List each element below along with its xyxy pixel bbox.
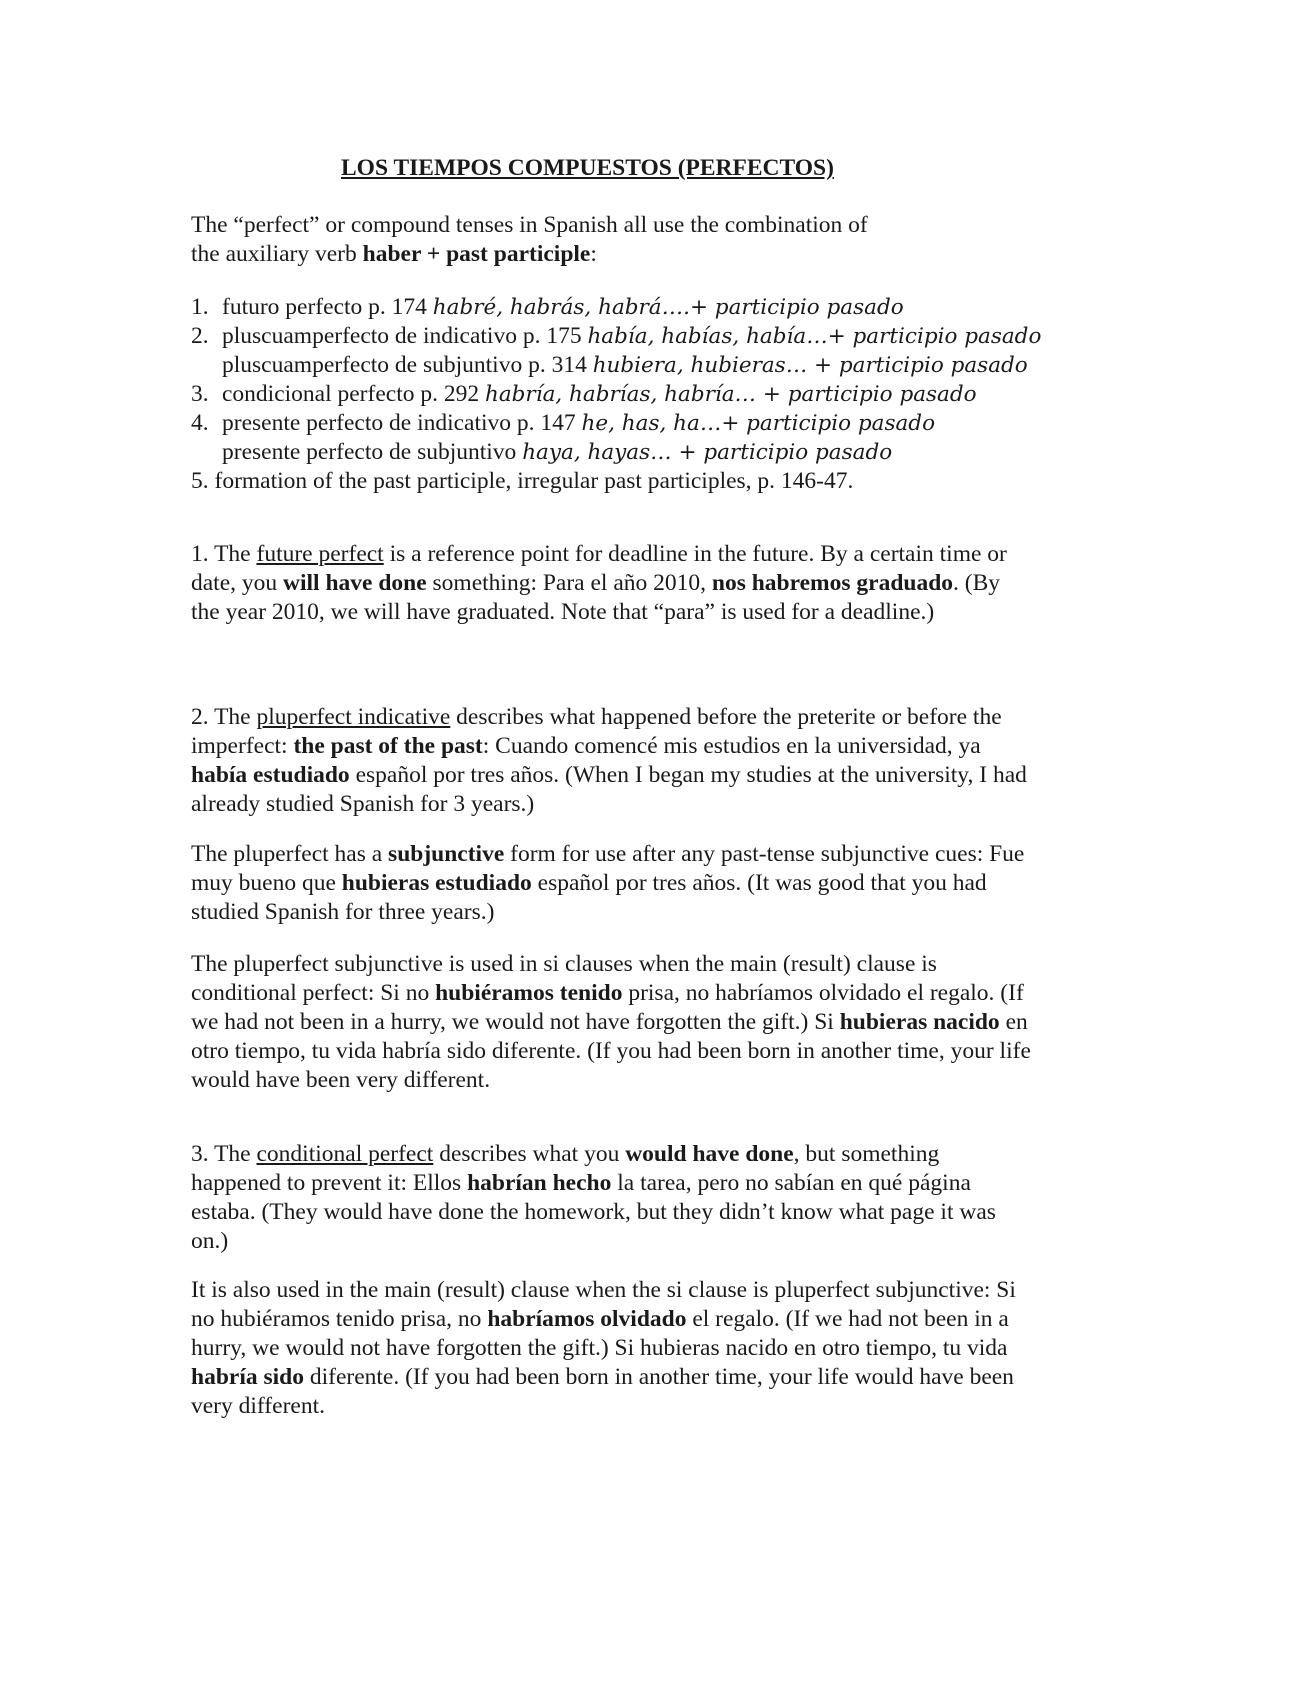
page-title: LOS TIEMPOS COMPUESTOS (PERFECTOS) bbox=[341, 155, 834, 181]
list-item: pluscuamperfecto de subjuntivo p. 314 hubiera, hubieras… + participio pasado bbox=[222, 352, 1028, 378]
section-conditional-perfect: 3. The conditional perfect describes what you would have done, but something happened to prevent it: Ellos habrían hecho la tarea, pero no sabían en qué página estaba. (They would have done the homework, but they didn’t know what page it was on.) bbox=[191, 1141, 996, 1254]
list-item: 4. presente perfecto de indicativo p. 147 he, has, ha…+ participio pasado bbox=[191, 410, 936, 436]
section-pluperfect-subjunctive: The pluperfect has a subjunctive form for use after any past-tense subjunctive cues: Fue muy bueno que hubieras estudiado español por tres años. (It was good that you had studied Spanish for three years.) bbox=[191, 841, 1025, 925]
term-link: future perfect bbox=[256, 541, 384, 567]
list-item: 2. pluscuamperfecto de indicativo p. 175 había, habías, había…+ participio pasado bbox=[191, 323, 1042, 349]
list-item: 5. formation of the past participle, irregular past participles, p. 146-47. bbox=[191, 468, 854, 494]
intro-paragraph bbox=[191, 211, 1121, 269]
intro-line: the auxiliary verb haber + past participle: bbox=[191, 241, 597, 267]
section-result-clause: It is also used in the main (result) clause when the si clause is pluperfect subjunctive: Si no hubiéramos tenido prisa, no habríamos olvidado el regalo. (If we had not been in a hurry, we would not have forgotten the gift.) Si hubieras nacido en otro tiempo, tu vida habría sido diferente. (If you had been born in another time, your life would have been very different. bbox=[191, 1277, 1016, 1419]
bold-term: haber + past participle bbox=[362, 241, 591, 267]
list-item: presente perfecto de subjuntivo haya, hayas… + participio pasado bbox=[222, 439, 893, 465]
section-pluperfect-indicative: 2. The pluperfect indicative describes what happened before the preterite or before the imperfect: the past of the past: Cuando comencé mis estudios en la universidad, ya había estudiado español por tres años. (When I began my studies at the university, I had already studied Spanish for 3 years.) bbox=[191, 704, 1027, 817]
section-future-perfect: 1. The future perfect is a reference point for deadline in the future. By a certain time or date, you will have done something: Para el año 2010, nos habremos graduado. (By the year 2010, we will have graduated. Note that “para” is used for a deadline.) bbox=[191, 541, 1007, 625]
list-item: 1. futuro perfecto p. 174 habré, habrás, habrá….+ participio pasado bbox=[191, 294, 904, 320]
list-item: 3. condicional perfecto p. 292 habría, habrías, habría… + participio pasado bbox=[191, 381, 977, 407]
intro-line: The “perfect” or compound tenses in Spanish all use the combination of bbox=[191, 212, 868, 238]
tense-list bbox=[191, 293, 1121, 496]
section-si-clauses: The pluperfect subjunctive is used in si clauses when the main (result) clause is conditional perfect: Si no hubiéramos tenido prisa, no habríamos olvidado el regalo. (If we had not been in a hurry, we would not have forgotten the gift.) Si hubieras nacido en otro tiempo, tu vida habría sido diferente. (If you had been born in another time, your life would have been very different. bbox=[191, 951, 1031, 1093]
